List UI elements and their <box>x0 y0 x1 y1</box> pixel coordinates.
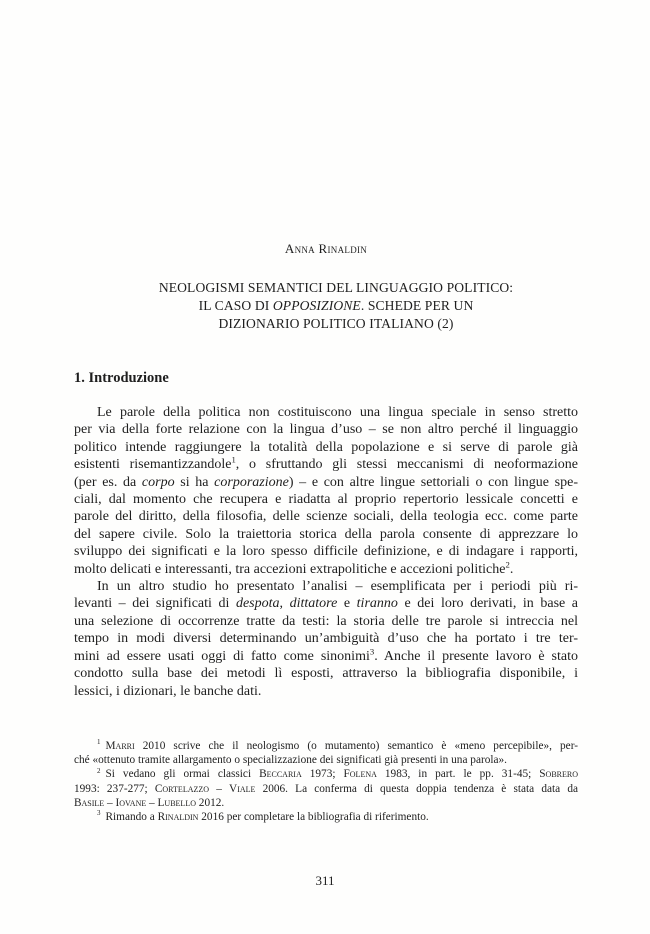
italic-term: tiranno <box>356 596 398 612</box>
small-caps-name: Rinaldin <box>157 811 199 824</box>
text-run: e <box>337 596 357 612</box>
text-run: ché «ottenuto tramite allargamento o specializzazione dei significati già presenti in una parola». <box>74 754 507 767</box>
small-caps-name: Cortelazzo <box>154 782 210 795</box>
text-run: ciali, dal momento che recupera e riadatta al proprio repertorio lessicale concetti e <box>74 492 578 508</box>
text-run: sviluppo dei significati e la loro spesso difficile definizione, e di indagare i rapporti, <box>74 544 578 560</box>
text-run: 2010 scrive che il neologismo (o mutamento) semantico è «meno percepibile», per- <box>134 740 578 752</box>
text-run: IL CASO DI <box>198 298 273 313</box>
small-caps-name: Basile <box>74 796 105 809</box>
text-run: mini ad essere usati oggi di fatto come sinonimi <box>74 648 370 664</box>
text-line <box>74 648 578 665</box>
text-line <box>74 404 578 421</box>
page-number: 311 <box>315 873 335 888</box>
section-heading: 1. Introduzione <box>74 370 169 386</box>
footnote-ref: 1 <box>97 738 101 747</box>
text-line <box>74 613 578 630</box>
text-run: – <box>104 796 116 809</box>
article-title <box>84 279 588 333</box>
title-line <box>84 297 588 315</box>
text-run: politico intende raggiungere la totalità della popolazione e si serve di parole già <box>74 439 578 455</box>
text-line <box>74 491 578 508</box>
text-line <box>74 630 578 647</box>
text-run: 1993: 237-277; <box>74 782 155 795</box>
text-run: , <box>279 596 290 612</box>
text-run: condotto sulla base dei metodi lì esposti, attraverso la bibliografia disponibile, i <box>74 666 578 682</box>
text-run: . <box>509 561 514 577</box>
footnote-line <box>74 753 578 767</box>
text-line <box>74 508 578 525</box>
text-line <box>74 561 578 578</box>
text-run: lessici, i dizionari, le banche dati. <box>74 683 262 699</box>
footnote <box>74 739 578 767</box>
small-caps-name: Sobrero <box>539 768 578 781</box>
text-run: (per es. da <box>74 474 142 490</box>
text-run: In un altro studio ho presentato l’analisi – esemplificata per i periodi più ri- <box>97 579 578 595</box>
small-caps-name: Viale <box>229 782 256 795</box>
small-caps-name: Beccaria <box>259 768 302 781</box>
italic-term: corporazione <box>214 474 289 490</box>
text-run: 1983, in part. le pp. 31-45; <box>376 768 540 781</box>
text-line <box>74 474 578 491</box>
title-line <box>84 279 588 297</box>
text-run: parole del diritto, della filosofia, delle scienze sociali, della teologia ecc. come parte <box>74 509 578 525</box>
text-run: levanti – dei significati di <box>74 596 236 612</box>
text-run: molto delicati e interessanti, tra accezioni extrapolitiche e accezioni politiche <box>74 561 506 577</box>
text-run: si ha <box>174 474 215 490</box>
text-run: 2012. <box>195 796 225 809</box>
text-run: del sapere civile. Solo la traiettoria storica della parola consente di apprezzare lo <box>74 526 578 542</box>
footnote <box>74 767 578 810</box>
small-caps-name: Lubello <box>157 796 196 809</box>
footnote-line <box>74 796 578 810</box>
title-line <box>84 315 588 333</box>
paragraph <box>74 404 578 578</box>
text-run: – <box>209 782 230 795</box>
text-line <box>74 578 578 595</box>
text-run: DIZIONARIO POLITICO ITALIANO (2) <box>218 316 454 331</box>
footnote-ref: 2 <box>505 559 510 569</box>
italic-term: corpo <box>141 474 175 490</box>
footnote-line <box>74 782 578 796</box>
text-run: una selezione di occorrenze tratte da testi: la storia delle tre parole si intreccia nel <box>74 613 578 629</box>
text-run: esistenti risemantizzandole <box>74 457 232 473</box>
text-run: per via della forte relazione con la lingua d’uso – se non altro perché il linguaggio <box>74 422 578 438</box>
body-text <box>74 404 578 700</box>
text-line <box>74 595 578 612</box>
footnote-ref: 1 <box>231 454 236 465</box>
text-line <box>74 421 578 438</box>
text-run: , o sfruttando gli stessi meccanismi di neoformazione <box>235 457 578 473</box>
small-caps-name: Folena <box>343 768 377 781</box>
italic-term: despota <box>235 596 280 612</box>
footnote-ref: 3 <box>97 809 101 818</box>
text-run: – <box>146 796 158 809</box>
footnotes <box>74 739 578 824</box>
text-line <box>74 665 578 682</box>
text-run: Le parole della politica non costituiscono una lingua speciale in senso stretto <box>97 405 578 420</box>
text-run: tempo in modi diversi determinando un’ambiguità d’uso che ha portato i tre ter- <box>74 631 578 647</box>
text-line <box>74 543 578 560</box>
footnote-ref: 2 <box>97 766 101 775</box>
italic-term: OPPOSIZIONE <box>272 298 361 313</box>
text-run: 2006. La conferma di questa doppia tendenza è stata data da <box>255 782 578 795</box>
text-line <box>74 439 578 456</box>
italic-term: dittatore <box>289 596 338 612</box>
text-run: Rimando a <box>105 811 158 824</box>
small-caps-name: Marri <box>105 740 135 752</box>
author-name: Anna Rinaldin <box>284 241 368 256</box>
footnote-line <box>74 739 578 753</box>
text-run: . Anche il presente lavoro è stato <box>374 648 578 664</box>
text-line <box>74 526 578 543</box>
text-line <box>74 683 578 700</box>
footnote-line <box>74 810 578 824</box>
text-run: . SCHEDE PER UN <box>360 298 474 313</box>
text-run: 1973; <box>301 768 344 781</box>
text-run: 2016 per completare la bibliografia di riferimento. <box>198 811 429 824</box>
paragraph <box>74 578 578 700</box>
text-line <box>74 456 578 473</box>
small-caps-name: Iovane <box>115 796 147 809</box>
text-run: ) – e con altre lingue settoriali o con lingue spe- <box>288 474 578 490</box>
footnote <box>74 810 578 824</box>
text-run: e dei loro derivati, in base a <box>397 596 579 612</box>
text-run: Si vedano gli ormai classici <box>105 768 260 781</box>
footnote-line <box>74 767 578 781</box>
text-run: NEOLOGISMI SEMANTICI DEL LINGUAGGIO POLITICO: <box>158 280 514 295</box>
footnote-ref: 3 <box>369 646 375 657</box>
